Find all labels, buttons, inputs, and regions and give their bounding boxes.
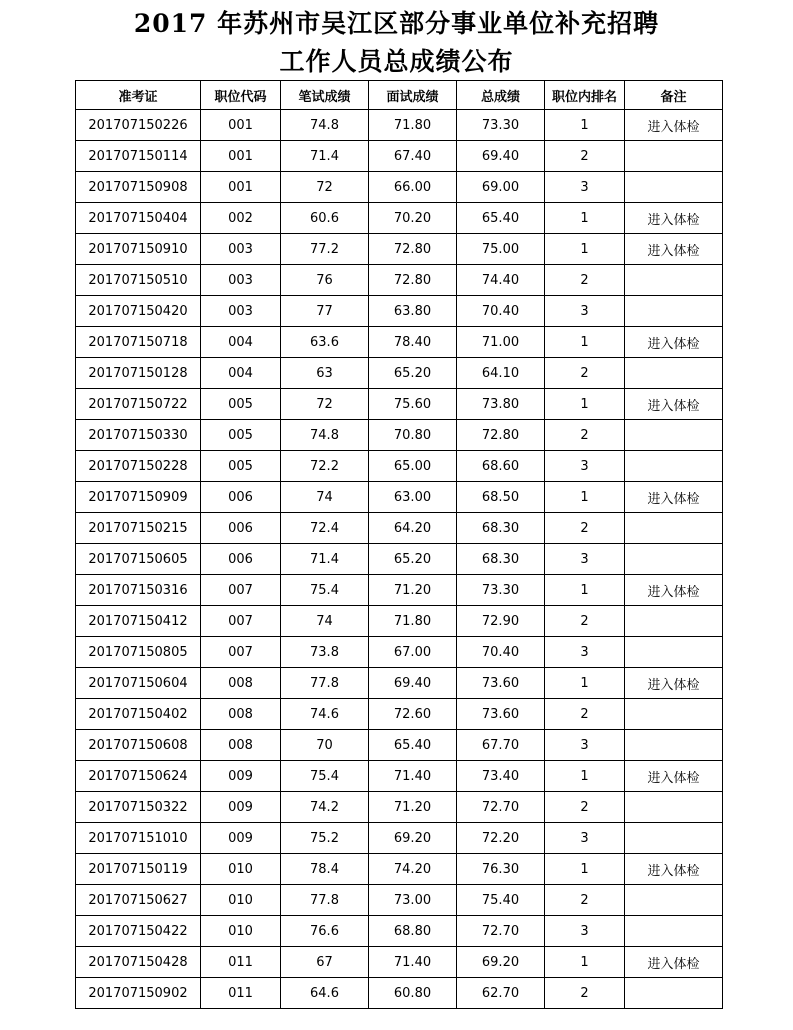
interview-score-cell: 70.20 [369, 203, 457, 234]
table-row [76, 823, 723, 854]
exam-id-cell: 201707150718 [76, 327, 201, 358]
position-code-cell: 003 [201, 265, 281, 296]
written-score-cell: 77.8 [281, 668, 369, 699]
remarks-cell: 进入体检 [625, 854, 723, 885]
remarks-cell [625, 978, 723, 1009]
exam-id-cell: 201707150608 [76, 730, 201, 761]
exam-id-cell: 201707150228 [76, 451, 201, 482]
rank-cell: 1 [545, 234, 625, 265]
rank-cell: 1 [545, 389, 625, 420]
remarks-cell [625, 544, 723, 575]
interview-score-cell: 74.20 [369, 854, 457, 885]
total-score-cell: 75.00 [457, 234, 545, 265]
position-code-cell: 006 [201, 544, 281, 575]
written-score-cell: 75.4 [281, 575, 369, 606]
table-row [76, 854, 723, 885]
header-written-score: 笔试成绩 [281, 81, 369, 110]
total-score-cell: 73.60 [457, 668, 545, 699]
rank-cell: 1 [545, 482, 625, 513]
rank-cell: 2 [545, 141, 625, 172]
table-row [76, 110, 723, 141]
exam-id-cell: 201707150330 [76, 420, 201, 451]
position-code-cell: 009 [201, 761, 281, 792]
table-row [76, 513, 723, 544]
table-row [76, 792, 723, 823]
rank-cell: 2 [545, 358, 625, 389]
written-score-cell: 72.2 [281, 451, 369, 482]
exam-id-cell: 201707150226 [76, 110, 201, 141]
written-score-cell: 64.6 [281, 978, 369, 1009]
rank-cell: 3 [545, 823, 625, 854]
rank-cell: 1 [545, 575, 625, 606]
remarks-cell [625, 885, 723, 916]
table-header-row [76, 81, 723, 110]
rank-cell: 1 [545, 761, 625, 792]
header-exam-id: 准考证 [76, 81, 201, 110]
written-score-cell: 75.4 [281, 761, 369, 792]
rank-cell: 2 [545, 606, 625, 637]
written-score-cell: 60.6 [281, 203, 369, 234]
header-interview-score: 面试成绩 [369, 81, 457, 110]
interview-score-cell: 72.80 [369, 234, 457, 265]
position-code-cell: 005 [201, 389, 281, 420]
table-row [76, 389, 723, 420]
position-code-cell: 007 [201, 606, 281, 637]
interview-score-cell: 67.00 [369, 637, 457, 668]
total-score-cell: 73.60 [457, 699, 545, 730]
total-score-cell: 68.30 [457, 513, 545, 544]
remarks-cell: 进入体检 [625, 668, 723, 699]
rank-cell: 3 [545, 451, 625, 482]
table-row [76, 265, 723, 296]
interview-score-cell: 66.00 [369, 172, 457, 203]
total-score-cell: 67.70 [457, 730, 545, 761]
rank-cell: 2 [545, 265, 625, 296]
exam-id-cell: 201707150114 [76, 141, 201, 172]
interview-score-cell: 60.80 [369, 978, 457, 1009]
exam-id-cell: 201707150316 [76, 575, 201, 606]
written-score-cell: 74 [281, 482, 369, 513]
written-score-cell: 76.6 [281, 916, 369, 947]
remarks-cell [625, 916, 723, 947]
rank-cell: 2 [545, 885, 625, 916]
position-code-cell: 001 [201, 172, 281, 203]
table-row [76, 916, 723, 947]
total-score-cell: 71.00 [457, 327, 545, 358]
position-code-cell: 006 [201, 513, 281, 544]
written-score-cell: 71.4 [281, 141, 369, 172]
written-score-cell: 75.2 [281, 823, 369, 854]
written-score-cell: 76 [281, 265, 369, 296]
interview-score-cell: 69.20 [369, 823, 457, 854]
rank-cell: 1 [545, 854, 625, 885]
position-code-cell: 004 [201, 327, 281, 358]
position-code-cell: 010 [201, 885, 281, 916]
remarks-cell [625, 451, 723, 482]
position-code-cell: 003 [201, 234, 281, 265]
written-score-cell: 77.8 [281, 885, 369, 916]
table-row [76, 482, 723, 513]
header-remarks: 备注 [625, 81, 723, 110]
table-row [76, 296, 723, 327]
header-total-score: 总成绩 [457, 81, 545, 110]
exam-id-cell: 201707150902 [76, 978, 201, 1009]
page-title: 2017 年苏州市吴江区部分事业单位补充招聘 [133, 9, 660, 38]
position-code-cell: 006 [201, 482, 281, 513]
table-row [76, 451, 723, 482]
total-score-cell: 72.70 [457, 916, 545, 947]
exam-id-cell: 201707150322 [76, 792, 201, 823]
written-score-cell: 63 [281, 358, 369, 389]
exam-id-cell: 201707150402 [76, 699, 201, 730]
interview-score-cell: 71.80 [369, 606, 457, 637]
interview-score-cell: 65.00 [369, 451, 457, 482]
rank-cell: 1 [545, 203, 625, 234]
total-score-cell: 69.20 [457, 947, 545, 978]
total-score-cell: 72.70 [457, 792, 545, 823]
written-score-cell: 74 [281, 606, 369, 637]
written-score-cell: 67 [281, 947, 369, 978]
written-score-cell: 72 [281, 172, 369, 203]
rank-cell: 1 [545, 110, 625, 141]
exam-id-cell: 201707150215 [76, 513, 201, 544]
exam-id-cell: 201707150805 [76, 637, 201, 668]
remarks-cell [625, 420, 723, 451]
remarks-cell [625, 792, 723, 823]
position-code-cell: 005 [201, 420, 281, 451]
rank-cell: 3 [545, 637, 625, 668]
written-score-cell: 72.4 [281, 513, 369, 544]
remarks-cell [625, 823, 723, 854]
remarks-cell: 进入体检 [625, 234, 723, 265]
exam-id-cell: 201707150404 [76, 203, 201, 234]
interview-score-cell: 71.40 [369, 761, 457, 792]
rank-cell: 2 [545, 792, 625, 823]
exam-id-cell: 201707150909 [76, 482, 201, 513]
rank-cell: 2 [545, 513, 625, 544]
position-code-cell: 004 [201, 358, 281, 389]
interview-score-cell: 65.20 [369, 358, 457, 389]
total-score-cell: 72.20 [457, 823, 545, 854]
table-body [76, 110, 723, 1009]
exam-id-cell: 201707150428 [76, 947, 201, 978]
table-row [76, 730, 723, 761]
remarks-cell [625, 172, 723, 203]
table-row [76, 234, 723, 265]
page-subtitle: 工作人员总成绩公布 [279, 47, 514, 76]
interview-score-cell: 71.20 [369, 575, 457, 606]
score-table [75, 80, 723, 1009]
exam-id-cell: 201707150128 [76, 358, 201, 389]
position-code-cell: 007 [201, 575, 281, 606]
position-code-cell: 010 [201, 854, 281, 885]
table-row [76, 172, 723, 203]
rank-cell: 2 [545, 420, 625, 451]
remarks-cell: 进入体检 [625, 203, 723, 234]
exam-id-cell: 201707150908 [76, 172, 201, 203]
table-row [76, 420, 723, 451]
exam-id-cell: 201707150624 [76, 761, 201, 792]
interview-score-cell: 64.20 [369, 513, 457, 544]
position-code-cell: 011 [201, 978, 281, 1009]
written-score-cell: 72 [281, 389, 369, 420]
total-score-cell: 76.30 [457, 854, 545, 885]
interview-score-cell: 65.20 [369, 544, 457, 575]
written-score-cell: 63.6 [281, 327, 369, 358]
written-score-cell: 73.8 [281, 637, 369, 668]
table-row [76, 668, 723, 699]
rank-cell: 2 [545, 699, 625, 730]
table-row [76, 761, 723, 792]
remarks-cell [625, 358, 723, 389]
total-score-cell: 70.40 [457, 296, 545, 327]
total-score-cell: 65.40 [457, 203, 545, 234]
interview-score-cell: 70.80 [369, 420, 457, 451]
interview-score-cell: 68.80 [369, 916, 457, 947]
position-code-cell: 008 [201, 699, 281, 730]
total-score-cell: 73.80 [457, 389, 545, 420]
position-code-cell: 002 [201, 203, 281, 234]
table-row [76, 544, 723, 575]
written-score-cell: 78.4 [281, 854, 369, 885]
remarks-cell: 进入体检 [625, 482, 723, 513]
total-score-cell: 64.10 [457, 358, 545, 389]
exam-id-cell: 201707150412 [76, 606, 201, 637]
written-score-cell: 71.4 [281, 544, 369, 575]
table-row [76, 699, 723, 730]
total-score-cell: 74.40 [457, 265, 545, 296]
rank-cell: 3 [545, 296, 625, 327]
written-score-cell: 74.2 [281, 792, 369, 823]
interview-score-cell: 71.20 [369, 792, 457, 823]
table-row [76, 575, 723, 606]
remarks-cell: 进入体检 [625, 389, 723, 420]
written-score-cell: 77.2 [281, 234, 369, 265]
total-score-cell: 73.30 [457, 110, 545, 141]
position-code-cell: 003 [201, 296, 281, 327]
written-score-cell: 74.6 [281, 699, 369, 730]
exam-id-cell: 201707150605 [76, 544, 201, 575]
position-code-cell: 010 [201, 916, 281, 947]
exam-id-cell: 201707150627 [76, 885, 201, 916]
total-score-cell: 68.30 [457, 544, 545, 575]
total-score-cell: 73.40 [457, 761, 545, 792]
remarks-cell [625, 699, 723, 730]
written-score-cell: 77 [281, 296, 369, 327]
table-row [76, 203, 723, 234]
exam-id-cell: 201707151010 [76, 823, 201, 854]
remarks-cell [625, 513, 723, 544]
written-score-cell: 74.8 [281, 420, 369, 451]
interview-score-cell: 69.40 [369, 668, 457, 699]
total-score-cell: 73.30 [457, 575, 545, 606]
exam-id-cell: 201707150604 [76, 668, 201, 699]
total-score-cell: 68.60 [457, 451, 545, 482]
remarks-cell [625, 265, 723, 296]
total-score-cell: 70.40 [457, 637, 545, 668]
exam-id-cell: 201707150119 [76, 854, 201, 885]
interview-score-cell: 67.40 [369, 141, 457, 172]
remarks-cell [625, 296, 723, 327]
table-row [76, 885, 723, 916]
total-score-cell: 68.50 [457, 482, 545, 513]
rank-cell: 2 [545, 978, 625, 1009]
position-code-cell: 009 [201, 823, 281, 854]
written-score-cell: 74.8 [281, 110, 369, 141]
rank-cell: 1 [545, 947, 625, 978]
total-score-cell: 69.00 [457, 172, 545, 203]
interview-score-cell: 71.80 [369, 110, 457, 141]
exam-id-cell: 201707150910 [76, 234, 201, 265]
position-code-cell: 007 [201, 637, 281, 668]
remarks-cell [625, 606, 723, 637]
exam-id-cell: 201707150420 [76, 296, 201, 327]
rank-cell: 3 [545, 544, 625, 575]
remarks-cell [625, 730, 723, 761]
interview-score-cell: 71.40 [369, 947, 457, 978]
interview-score-cell: 78.40 [369, 327, 457, 358]
header-position-rank: 职位内排名 [545, 81, 625, 110]
remarks-cell: 进入体检 [625, 947, 723, 978]
header-position-code: 职位代码 [201, 81, 281, 110]
table-row [76, 978, 723, 1009]
rank-cell: 3 [545, 172, 625, 203]
total-score-cell: 75.40 [457, 885, 545, 916]
rank-cell: 3 [545, 916, 625, 947]
position-code-cell: 009 [201, 792, 281, 823]
table-row [76, 141, 723, 172]
position-code-cell: 008 [201, 668, 281, 699]
interview-score-cell: 65.40 [369, 730, 457, 761]
total-score-cell: 69.40 [457, 141, 545, 172]
interview-score-cell: 63.00 [369, 482, 457, 513]
written-score-cell: 70 [281, 730, 369, 761]
total-score-cell: 72.90 [457, 606, 545, 637]
rank-cell: 1 [545, 668, 625, 699]
position-code-cell: 005 [201, 451, 281, 482]
table-row [76, 327, 723, 358]
table-row [76, 637, 723, 668]
position-code-cell: 001 [201, 141, 281, 172]
position-code-cell: 001 [201, 110, 281, 141]
exam-id-cell: 201707150422 [76, 916, 201, 947]
table-row [76, 947, 723, 978]
position-code-cell: 011 [201, 947, 281, 978]
interview-score-cell: 73.00 [369, 885, 457, 916]
interview-score-cell: 72.80 [369, 265, 457, 296]
remarks-cell [625, 637, 723, 668]
remarks-cell: 进入体检 [625, 110, 723, 141]
position-code-cell: 008 [201, 730, 281, 761]
exam-id-cell: 201707150722 [76, 389, 201, 420]
remarks-cell [625, 141, 723, 172]
rank-cell: 3 [545, 730, 625, 761]
remarks-cell: 进入体检 [625, 327, 723, 358]
remarks-cell: 进入体检 [625, 575, 723, 606]
total-score-cell: 72.80 [457, 420, 545, 451]
total-score-cell: 62.70 [457, 978, 545, 1009]
interview-score-cell: 75.60 [369, 389, 457, 420]
table-row [76, 606, 723, 637]
exam-id-cell: 201707150510 [76, 265, 201, 296]
rank-cell: 1 [545, 327, 625, 358]
interview-score-cell: 72.60 [369, 699, 457, 730]
table-row [76, 358, 723, 389]
remarks-cell: 进入体检 [625, 761, 723, 792]
interview-score-cell: 63.80 [369, 296, 457, 327]
